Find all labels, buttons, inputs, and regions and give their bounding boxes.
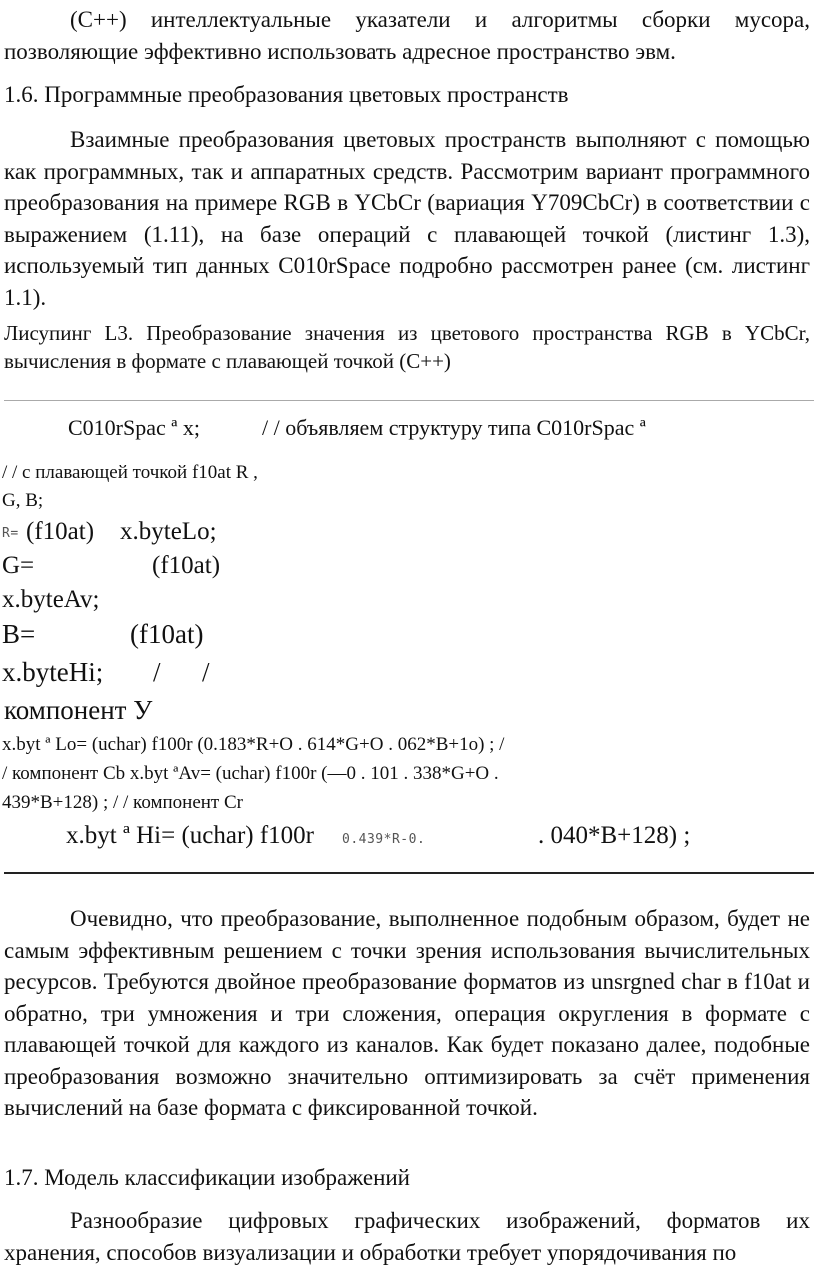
listing-bottom-rule [4, 872, 814, 874]
code-line-1-a: C010rSpac ª x; [68, 415, 200, 440]
code-line-8-a: x.byteHi; [2, 657, 104, 687]
code-line-4-a: (f10at) [26, 518, 95, 545]
code-line-11: / компонент Cb x.byt ªAv= (uchar) f100r (—0 . 101 . 338*G+O . [2, 763, 499, 784]
code-line-6: x.byteAv; [2, 586, 100, 613]
intro-paragraph: (C++) интеллектуальные указатели и алгоритмы сборки мусора, позволяющие эффективно использовать адресное пространство эвм. [4, 7, 810, 64]
code-line-7-a: B= [2, 619, 36, 649]
section-1-6-heading: 1.6. Программные преобразования цветовых пространств [4, 82, 569, 107]
code-line-10: x.byt ª Lo= (uchar) f100r (0.183*R+O . 614*G+O . 062*B+1o) ; / [2, 734, 505, 755]
code-line-3: G, B; [2, 490, 44, 511]
code-line-13-mono: 0.439*R-0. [342, 832, 426, 847]
code-line-7-b: (f10at) [130, 619, 204, 649]
section-1-7-paragraph: Разнообразие цифровых графических изображений, форматов их хранения, способов визуализации и обработки требует упорядочивания по [4, 1208, 810, 1265]
listing-caption: Лисупинг L3. Преобразование значения из цветового пространства RGB в YCbCr, вычисления в формате с плавающей точкой (С++) [4, 321, 810, 373]
code-line-5-b: (f10at) [152, 552, 221, 579]
code-line-13-a: x.byt ª Hi= (uchar) f100r [66, 822, 315, 849]
code-line-8-b: / [153, 657, 161, 687]
section-1-6-paragraph: Взаимные преобразования цветовых пространств выполняют с помощью как программных, так и аппаратных средств. Рассмотрим вариант программного преобразования на примере RGB в YCbCr (вариация Y709CbCr) в соответствии с выражением (1.11), на базе операций с плавающей точкой (листинг 1.3), используемый тип данных C010rSpace подробно рассмотрен ранее (см. листинг 1.1). [4, 127, 810, 310]
code-line-4-prefix: R= [2, 526, 19, 541]
code-line-9: компонент У [4, 695, 153, 725]
listing-top-rule [4, 400, 814, 401]
section-1-7-heading: 1.7. Модель классификации изображений [4, 1165, 410, 1190]
code-line-5-a: G= [2, 552, 35, 579]
code-line-4-b: x.byteLo; [120, 518, 217, 545]
code-line-8-c: / [202, 657, 210, 687]
code-line-12: 439*B+128) ; / / компонент Cr [2, 792, 243, 813]
paragraph-after-listing: Очевидно, что преобразование, выполненное подобным образом, будет не самым эффективным решением с точки зрения использования вычислительных ресурсов. Требуются двойное преобразование форматов из unsrgned char в f10at и обратно, три умножения и три сложения, операция округления в формате с плавающей точкой для каждого из каналов. Как будет показано далее, подобные преобразования возможно значительно оптимизировать за счёт применения вычислений на базе формата с фиксированной точкой. [4, 906, 810, 1120]
code-line-1-b: / / объявляем структуру типа C010rSpac ª [262, 415, 646, 440]
code-line-2: / / с плавающей точкой f10at R , [2, 462, 258, 483]
code-line-13-b: . 040*B+128) ; [538, 822, 691, 849]
